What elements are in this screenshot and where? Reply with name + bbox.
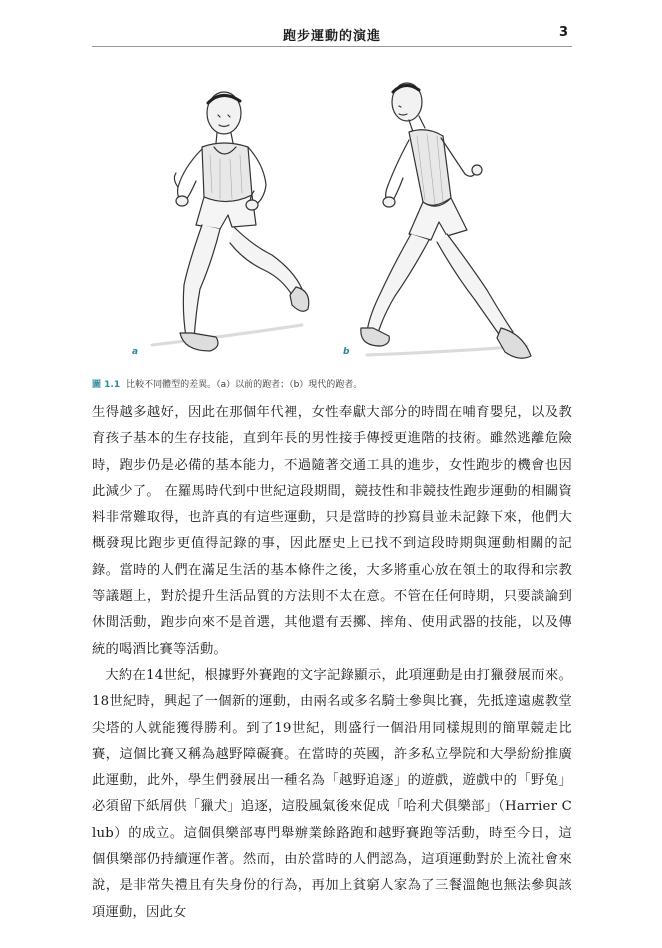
figure-1-1 xyxy=(92,60,572,370)
figure-number: 圖 1.1 xyxy=(92,380,121,390)
figure-caption xyxy=(92,377,572,391)
running-header xyxy=(92,22,572,47)
paragraph-1: 生得越多越好，因此在那個年代裡，女性奉獻大部分的時間在哺育嬰兒，以及教育孩子基本的生存技能，直到年長的男性接手傳授更進階的技術。雖然逃離危險時，跑步仍是必備的基本能力，不過隨著交通工具的進步，女性跑步的機會也因此減少了。 在羅馬時代到中世紀這段期間，競技性和非競技性跑步運動的相關資料非常難取得，也許真的有這些運動，只是當時的抄寫員並未記錄下來，他們大概發現比跑步更值得記錄的事，因此歷史上已找不到這段時期與運動相關的記錄。當時的人們在滿足生活的基本條件之後，大多將重心放在領土的取得和宗教等議題上，對於提升生活品質的方法則不太在意。不管在任何時期，只要談論到休閒活動，跑步向來不是首選，其他還有丟擲、摔角、使用武器的技能，以及傳統的喝酒比賽等活動。 xyxy=(92,405,572,657)
figure-label-b: b xyxy=(343,347,350,357)
page-number: 3 xyxy=(558,25,568,40)
runner-a-illustration xyxy=(132,75,322,365)
caption-text: 比較不同體型的差異。（a）以前的跑者；（b）現代的跑者。 xyxy=(126,380,363,390)
runner-b-illustration xyxy=(347,70,557,365)
chapter-title: 跑步運動的演進 xyxy=(282,29,381,44)
figure-label-a: a xyxy=(132,347,139,357)
body-text xyxy=(92,400,572,926)
paragraph-2: 大約在14世紀，根據野外賽跑的文字記錄顯示，此項運動是由打獵發展而來。18世紀時，興起了一個新的運動，由兩名或多名騎士參與比賽，先抵達遠處教堂尖塔的人就能獲得勝利。到了19世紀，則盛行一個沿用同樣規則的簡單競走比賽，這個比賽又稱為越野障礙賽。在當時的英國，許多私立學院和大學紛紛推廣此運動，此外，學生們發展出一種名為「越野追逐」的遊戲，遊戲中的「野兔」必須留下紙屑供「獵犬」追逐，這股風氣後來促成「哈利犬俱樂部」（Harrier Club）的成立。這個俱樂部專門舉辦業餘路跑和越野賽跑等活動，時至今日，這個俱樂部仍持續運作著。然而，由於當時的人們認為，這項運動對於上流社會來說，是非常失禮且有失身份的行為，再加上貧窮人家為了三餐溫飽也無法參與該項運動，因此女 xyxy=(92,667,572,920)
